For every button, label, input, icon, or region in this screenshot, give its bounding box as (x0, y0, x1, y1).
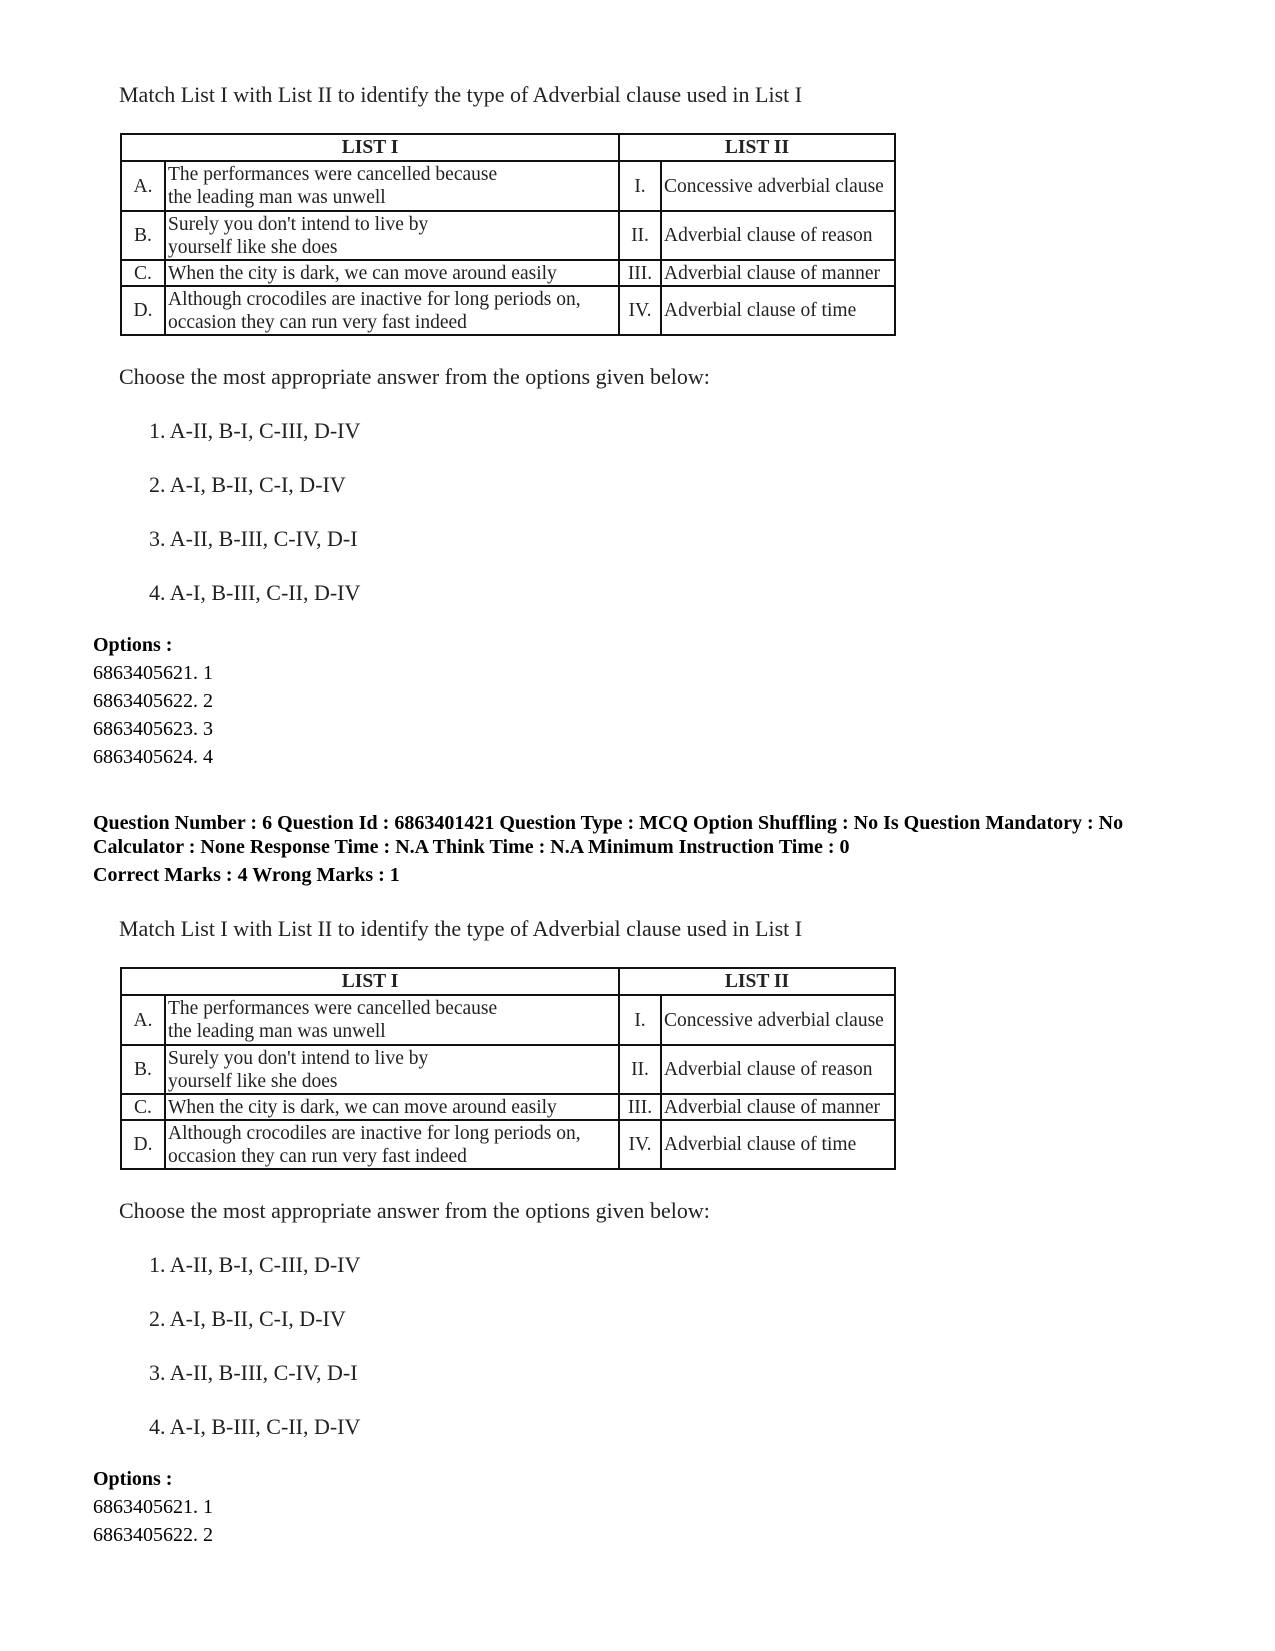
list-two-item: Concessive adverbial clause (661, 995, 895, 1045)
list-one-item: The performances were cancelled because the leading man was unwell (165, 995, 619, 1045)
answer-choice: 3. A-II, B-III, C-IV, D-I (149, 1360, 358, 1385)
row-numeral: IV. (619, 286, 661, 335)
answer-choice: 2. A-I, B-II, C-I, D-IV (149, 1306, 346, 1331)
option-id: 6863405622. 2 (93, 1524, 213, 1546)
list-two-header: LIST II (619, 134, 895, 161)
match-table (120, 133, 896, 336)
table-row (121, 260, 895, 286)
options-label: Options : (93, 634, 173, 656)
row-letter: C. (121, 260, 165, 286)
list-one-header: LIST I (121, 134, 619, 161)
table-row (121, 1094, 895, 1120)
row-letter: D. (121, 286, 165, 335)
choose-instruction: Choose the most appropriate answer from the options given below: (119, 1198, 710, 1223)
row-letter: A. (121, 161, 165, 211)
row-numeral: III. (619, 260, 661, 286)
match-table (120, 967, 896, 1170)
list-one-item: When the city is dark, we can move around easily (165, 1094, 619, 1120)
list-one-item: When the city is dark, we can move around easily (165, 260, 619, 286)
list-one-item: Surely you don't intend to live by yourself like she does (165, 1045, 619, 1094)
question-prompt: Match List I with List II to identify the type of Adverbial clause used in List I (119, 82, 803, 107)
list-two-item: Concessive adverbial clause (661, 161, 895, 211)
row-letter: D. (121, 1120, 165, 1169)
row-numeral: II. (619, 211, 661, 260)
table-row (121, 1120, 895, 1169)
options-label: Options : (93, 1468, 173, 1490)
option-id: 6863405622. 2 (93, 690, 213, 712)
list-one-header: LIST I (121, 968, 619, 995)
answer-choice: 4. A-I, B-III, C-II, D-IV (149, 1414, 361, 1439)
row-letter: B. (121, 211, 165, 260)
option-id: 6863405621. 1 (93, 1496, 213, 1518)
list-two-item: Adverbial clause of manner (661, 1094, 895, 1120)
question-meta-line: Calculator : None Response Time : N.A Think Time : N.A Minimum Instruction Time : 0 (93, 836, 850, 858)
option-id: 6863405621. 1 (93, 662, 213, 684)
answer-choice: 2. A-I, B-II, C-I, D-IV (149, 472, 346, 497)
question-marks: Correct Marks : 4 Wrong Marks : 1 (93, 864, 400, 886)
list-one-item: Surely you don't intend to live by yourself like she does (165, 211, 619, 260)
list-two-header: LIST II (619, 968, 895, 995)
table-row (121, 211, 895, 260)
row-letter: C. (121, 1094, 165, 1120)
row-letter: A. (121, 995, 165, 1045)
question-meta-line: Question Number : 6 Question Id : 6863401421 Question Type : MCQ Option Shuffling : No Is Question Mandatory : No (93, 812, 1124, 834)
row-numeral: II. (619, 1045, 661, 1094)
row-numeral: III. (619, 1094, 661, 1120)
row-numeral: I. (619, 161, 661, 211)
option-id: 6863405624. 4 (93, 746, 213, 768)
answer-choice: 1. A-II, B-I, C-III, D-IV (149, 418, 361, 443)
table-row (121, 995, 895, 1045)
list-two-item: Adverbial clause of time (661, 286, 895, 335)
answer-choice: 4. A-I, B-III, C-II, D-IV (149, 580, 361, 605)
option-id: 6863405623. 3 (93, 718, 213, 740)
list-one-item: Although crocodiles are inactive for long periods on, occasion they can run very fast indeed (165, 286, 619, 335)
row-letter: B. (121, 1045, 165, 1094)
choose-instruction: Choose the most appropriate answer from the options given below: (119, 364, 710, 389)
list-one-item: Although crocodiles are inactive for long periods on, occasion they can run very fast indeed (165, 1120, 619, 1169)
list-two-item: Adverbial clause of reason (661, 211, 895, 260)
row-numeral: I. (619, 995, 661, 1045)
answer-choice: 1. A-II, B-I, C-III, D-IV (149, 1252, 361, 1277)
row-numeral: IV. (619, 1120, 661, 1169)
answer-choice: 3. A-II, B-III, C-IV, D-I (149, 526, 358, 551)
question-prompt: Match List I with List II to identify the type of Adverbial clause used in List I (119, 916, 803, 941)
list-two-item: Adverbial clause of reason (661, 1045, 895, 1094)
list-two-item: Adverbial clause of time (661, 1120, 895, 1169)
table-row (121, 1045, 895, 1094)
list-two-item: Adverbial clause of manner (661, 260, 895, 286)
table-row (121, 161, 895, 211)
list-one-item: The performances were cancelled because the leading man was unwell (165, 161, 619, 211)
table-row (121, 286, 895, 335)
